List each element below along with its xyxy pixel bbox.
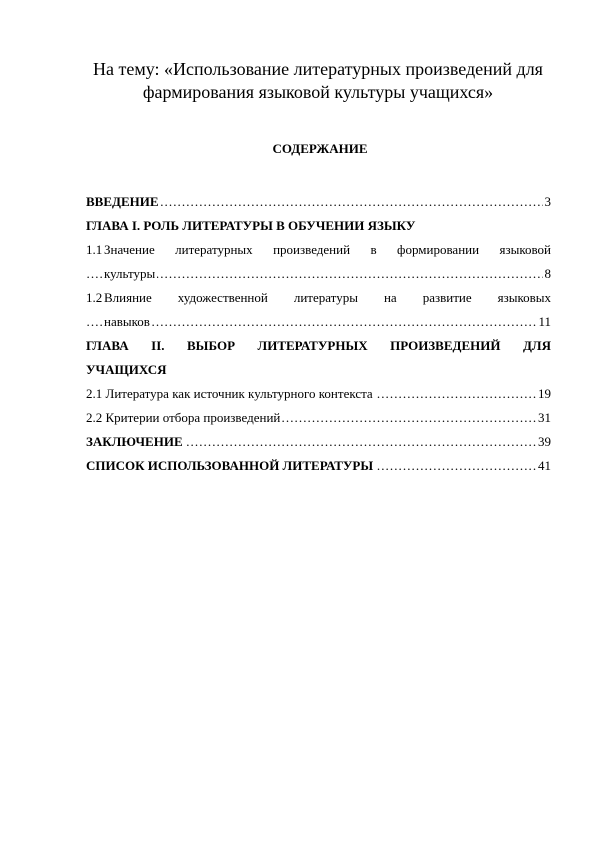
toc-chapter-1: ГЛАВА I. РОЛЬ ЛИТЕРАТУРЫ В ОБУЧЕНИИ ЯЗЫКУ <box>86 218 416 233</box>
toc-label: 2.2 Критерии отбора произведений <box>86 410 281 425</box>
toc-label-line1: Значение литературных произведений в формировании языковой <box>104 242 551 257</box>
toc-page-number: 19 <box>536 382 551 406</box>
toc-label-line2: навыков <box>104 314 150 329</box>
toc-item-2-2 <box>86 406 551 430</box>
toc-item-1-2 <box>86 286 551 334</box>
contents-heading: СОДЕРЖАНИЕ <box>272 141 368 156</box>
toc-chapter-2-line2: УЧАЩИХСЯ <box>86 362 167 377</box>
toc-page-number: 39 <box>536 430 551 454</box>
toc-label: ВВЕДЕНИЕ <box>86 194 159 209</box>
toc-chapter-2 <box>86 334 551 382</box>
toc-item-1-1 <box>86 238 551 286</box>
toc-item-intro <box>86 190 551 214</box>
toc-label-line2-row <box>86 310 551 334</box>
toc-section-number: 1.1 <box>86 242 103 257</box>
toc-chapter-2-line1: ГЛАВА II. ВЫБОР ЛИТЕРАТУРНЫХ ПРОИЗВЕДЕНИЙ ДЛЯ <box>86 338 551 353</box>
toc-page-number: 8 <box>543 262 552 286</box>
toc-label: 2.1 Литература как источник культурного контекста <box>86 386 373 401</box>
document-title: На тему: «Использование литературных произведений для фармирования языковой культуры учащихся» <box>93 59 543 102</box>
toc-page-number: 11 <box>536 310 551 334</box>
toc-label-line2-row <box>86 262 551 286</box>
toc-section-number: 1.2 <box>86 290 103 305</box>
toc-item-2-1 <box>86 382 551 406</box>
toc-label: ЗАКЛЮЧЕНИЕ <box>86 434 183 449</box>
toc-item-conclusion <box>86 430 551 454</box>
table-of-contents <box>86 190 551 478</box>
toc-label-line1: Влияние художественной литературы на развитие языковых <box>104 290 551 305</box>
toc-page-number: 31 <box>536 406 551 430</box>
toc-item-references <box>86 454 551 478</box>
toc-label-line2: культуры <box>104 266 156 281</box>
toc-page-number: 3 <box>543 190 552 214</box>
toc-page-number: 41 <box>536 454 551 478</box>
toc-label: СПИСОК ИСПОЛЬЗОВАННОЙ ЛИТЕРАТУРЫ <box>86 458 374 473</box>
